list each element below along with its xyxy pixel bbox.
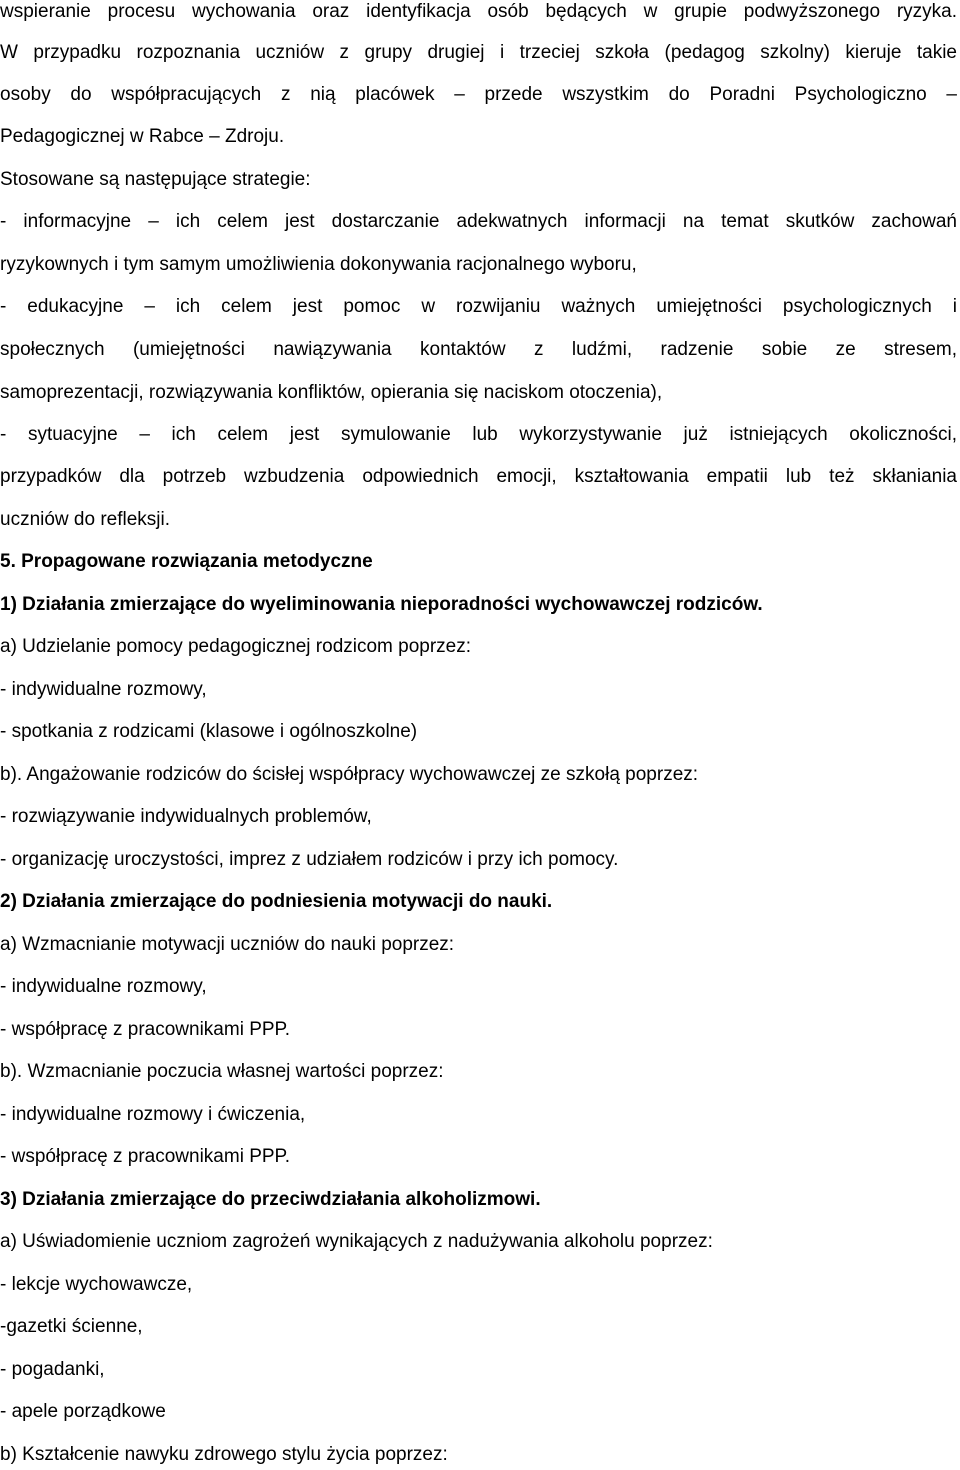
list-item: - sytuacyjne – ich celem jest symulowanie lub wykorzystywanie już istniejących okoliczności, (0, 424, 957, 445)
paragraph-line: osoby do współpracujących z nią placówek – przede wszystkim do Poradni Psychologiczno – (0, 84, 957, 105)
paragraph-line: samoprezentacji, rozwiązywania konfliktów, opierania się naciskom otoczenia), (0, 382, 663, 403)
subsection-heading: 2) Działania zmierzające do podniesienia motywacji do nauki. (0, 891, 553, 912)
paragraph-line: a) Uświadomienie uczniom zagrożeń wynikających z nadużywania alkoholu poprzez: (0, 1231, 713, 1252)
section-heading: 5. Propagowane rozwiązania metodyczne (0, 551, 373, 572)
list-item: - pogadanki, (0, 1359, 105, 1380)
paragraph-line: a) Udzielanie pomocy pedagogicznej rodzicom poprzez: (0, 636, 472, 657)
list-item: - rozwiązywanie indywidualnych problemów, (0, 806, 372, 827)
list-item: - lekcje wychowawcze, (0, 1274, 193, 1295)
paragraph-line: Pedagogicznej w Rabce – Zdroju. (0, 126, 285, 147)
paragraph-line: społecznych (umiejętności nawiązywania kontaktów z ludźmi, radzenie sobie ze stresem, (0, 339, 957, 360)
list-item: - spotkania z rodzicami (klasowe i ogólnoszkolne) (0, 721, 418, 742)
subsection-heading: 3) Działania zmierzające do przeciwdziałania alkoholizmowi. (0, 1189, 541, 1210)
list-item: - organizację uroczystości, imprez z udziałem rodziców i przy ich pomocy. (0, 849, 619, 870)
list-item: -gazetki ścienne, (0, 1316, 143, 1337)
paragraph-line: W przypadku rozpoznania uczniów z grupy drugiej i trzeciej szkoła (pedagog szkolny) kieruje takie (0, 42, 957, 63)
paragraph-line: b). Wzmacnianie poczucia własnej wartości poprzez: (0, 1061, 444, 1082)
list-item: - współpracę z pracownikami PPP. (0, 1019, 291, 1040)
list-item: - indywidualne rozmowy, (0, 976, 207, 997)
list-item: - współpracę z pracownikami PPP. (0, 1146, 291, 1167)
list-item: - indywidualne rozmowy, (0, 679, 207, 700)
paragraph-line: Stosowane są następujące strategie: (0, 169, 311, 190)
list-item: - indywidualne rozmowy i ćwiczenia, (0, 1104, 306, 1125)
paragraph-line: b) Kształcenie nawyku zdrowego stylu życia poprzez: (0, 1444, 448, 1465)
paragraph-line: b). Angażowanie rodziców do ścisłej współpracy wychowawczej ze szkołą poprzez: (0, 764, 699, 785)
paragraph-line: wspieranie procesu wychowania oraz identyfikacja osób będących w grupie podwyższonego ryzyka. (0, 1, 957, 22)
paragraph-line: przypadków dla potrzeb wzbudzenia odpowiednich emocji, kształtowania empatii lub też skłaniania (0, 466, 957, 487)
list-item: - edukacyjne – ich celem jest pomoc w rozwijaniu ważnych umiejętności psychologicznych i (0, 296, 957, 317)
paragraph-line: ryzykownych i tym samym umożliwienia dokonywania racjonalnego wyboru, (0, 254, 637, 275)
list-item: - informacyjne – ich celem jest dostarczanie adekwatnych informacji na temat skutków zachowań (0, 211, 957, 232)
list-item: - apele porządkowe (0, 1401, 166, 1422)
subsection-heading: 1) Działania zmierzające do wyeliminowania nieporadności wychowawczej rodziców. (0, 594, 763, 615)
paragraph-line: uczniów do refleksji. (0, 509, 171, 530)
paragraph-line: a) Wzmacnianie motywacji uczniów do nauki poprzez: (0, 934, 455, 955)
